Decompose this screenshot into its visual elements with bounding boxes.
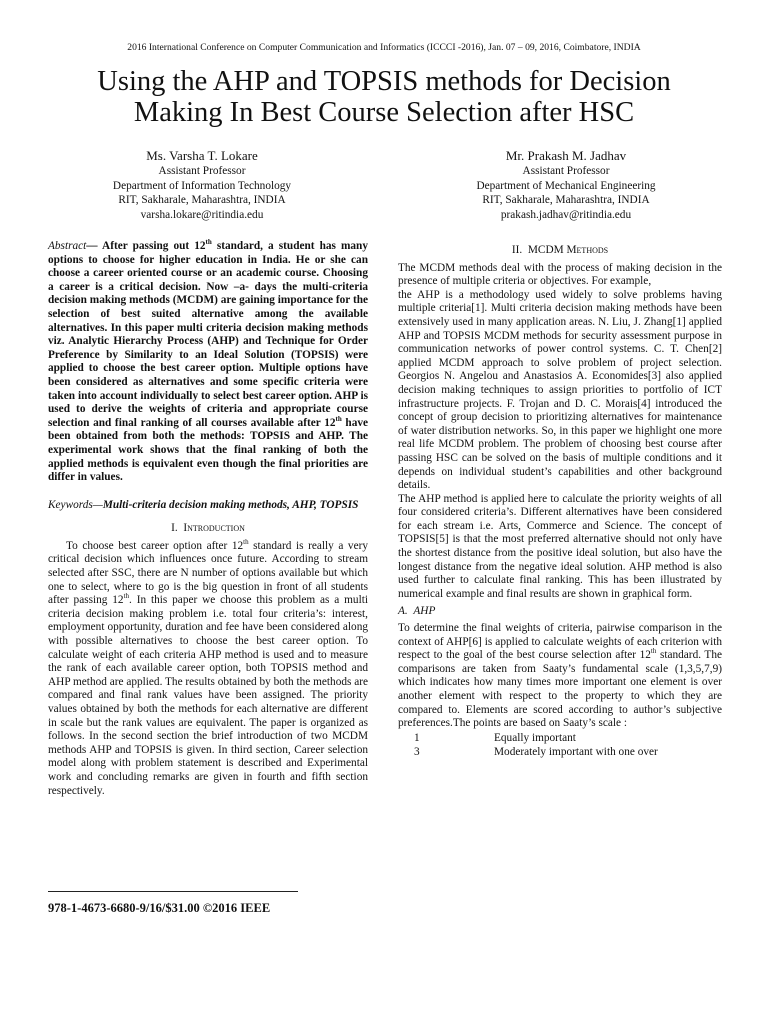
- author-affiliation: RIT, Sakharale, Maharashtra, INDIA: [118, 194, 286, 207]
- title-line-1: Using the AHP and TOPSIS methods for Decision: [97, 66, 671, 97]
- section-heading-introduction: I. Introduction: [171, 522, 245, 535]
- mcdm-paragraph-1: The MCDM methods deal with the process of making decision in the presence of multiple criteria or objectives. For example,: [398, 261, 722, 288]
- saaty-scale-row: [398, 731, 722, 745]
- author-role: Assistant Professor: [522, 165, 610, 177]
- author-block-2: [401, 148, 731, 222]
- mcdm-paragraph-2: the AHP is a methodology used widely to solve problems having multiple criteria[1]. Multi criteria decision making methods have been extensively used in many application areas. N. Liu, J. Zhang[1] applied AHP and TOPSIS MCDM methods for security assessment purpose in communication networks of power control systems. C. T. Chen[2] applied MCDM approach to solve problem of project selection. Georgios N. Angelou and Anastasios A. Economides[3] also applied decision making techniques to assign priorities to portfolio of ICT infrastructure projects. F. Trojan and D. C. Morais[4] introduced the concept of group decision to prioritizing alternatives for maintenance of water distribution networks. So, in this paper we highlight one more real life MCDM problem. The problem of choosing best course after passing HSC can be solved on the basis of multiple conditions and it depends on individual student’s capabilities and other background details.: [398, 288, 722, 492]
- author-department: Department of Mechanical Engineering: [476, 179, 656, 192]
- copyright-footnote: 978-1-4673-6680-9/16/$31.00 ©2016 IEEE: [48, 901, 271, 915]
- scale-description: Equally important: [494, 731, 576, 744]
- author-email: varsha.lokare@ritindia.edu: [140, 208, 264, 221]
- left-column: [48, 240, 368, 798]
- ahp-paragraph: To determine the final weights of criteria, pairwise comparison in the context of AHP[6] is applied to calculate weights of each criterion with respect to the goal of the best course selection after 12th standard. The comparisons are taken from Saaty’s fundamental scale (1,3,5,7,9) which indicates how many times more important one element is over another element with respect to the property to which they are compared to. Elements are scored according to author’s subjective preferences.The points are based on Saaty’s scale :: [398, 622, 722, 730]
- abstract-label: Abstract: [48, 240, 87, 252]
- author-block-1: [37, 148, 367, 222]
- abstract: Abstract— After passing out 12th standard, a student has many options to choose for higher education in India. He or she can choose a career oriented course or an academic course. Choosing a career is a critical decision. Now –a- days the multi-criteria decision making methods (MCDM) are gaining importance for the selection of best suited alternative among the available alternatives. In this paper multi criteria decision making methods viz. Analytic Hierarchy Process (AHP) and Technique for Order Preference by Similarity to an Ideal Solution (TOPSIS) were applied to choose the best career option. Multiple options have been considered as alternatives and some specific criteria were taken into account individually to select best career option. AHP is used to derive the weights of criteria and appropriate course selection and final ranking of all courses available after 12th have been obtained from both the methods: TOPSIS and AHP. The experimental work shows that the final ranking of both the applied methods is equivalent even though the final priorities are differ in values.: [48, 238, 369, 484]
- keywords: Keywords—Multi-criteria decision making methods, AHP, TOPSIS: [48, 498, 359, 511]
- title-line-2: Making In Best Course Selection after HSC: [133, 97, 635, 128]
- subsection-heading-ahp: A. AHP: [398, 605, 436, 618]
- author-name: Ms. Varsha T. Lokare: [146, 148, 258, 163]
- keywords-label: Keywords—: [48, 498, 103, 511]
- author-email: prakash.jadhav@ritindia.edu: [500, 208, 632, 221]
- paper-title: [40, 66, 728, 128]
- mcdm-paragraph-3: The AHP method is applied here to calculate the priority weights of all four considered criteria’s. Different alternatives have been considered for each stream i.e. Arts, Commerce and Science. The concept of TOPSIS[5] is that the most preferred alternative should not only have the shortest distance from the positive ideal solution, but also have the longest distance from the negative ideal solution. AHP method is also used further to calculate final ranking. This has been illustrated by numerical example and final results are shown in graphical form.: [398, 492, 722, 600]
- saaty-scale-row: [398, 745, 722, 759]
- scale-value: 1: [414, 731, 420, 744]
- scale-description: Moderately important with one over: [494, 745, 658, 758]
- author-name: Mr. Prakash M. Jadhav: [505, 148, 627, 163]
- conference-header: 2016 International Conference on Computer Communication and Informatics (ICCCI -2016), Jan. 07 – 09, 2016, Coimbatore, INDIA: [127, 42, 641, 53]
- section-heading-mcdm-methods: II. MCDM Methods: [511, 244, 609, 256]
- author-role: Assistant Professor: [158, 165, 246, 177]
- footnote-divider: [48, 891, 298, 892]
- scale-value: 3: [414, 745, 420, 758]
- author-affiliation: RIT, Sakharale, Maharashtra, INDIA: [482, 194, 650, 207]
- right-column: [398, 240, 722, 759]
- introduction-paragraph: To choose best career option after 12th standard is really a very critical decision which influences once future. According to stream selected after SSC, there are N number of options available but which one to select, where to go is the big question in front of all students after passing 12th. In this paper we choose this problem as a multi criteria decision making problem i.e. total four criteria’s: interest, employment opportunity, duration and fee have been considered along with possible alternatives to choose the best career option. To calculate weight of each criteria AHP method is used and to measure the rank of each available career option, both TOPSIS method and AHP method are applied. The results obtained by both the methods are compared and final rank values have been assigned. The priority values obtained by both the methods for each alternative are different in scale but the rank values are equivalent. The paper is organized as follows. In the second section the brief introduction of two MCDM methods AHP and TOPSIS is given. In third section, Career selection model along with problem statement is described and Experimental work and concluding remarks are given in fourth and fifth section respectively.: [48, 538, 369, 797]
- author-department: Department of Information Technology: [112, 179, 292, 192]
